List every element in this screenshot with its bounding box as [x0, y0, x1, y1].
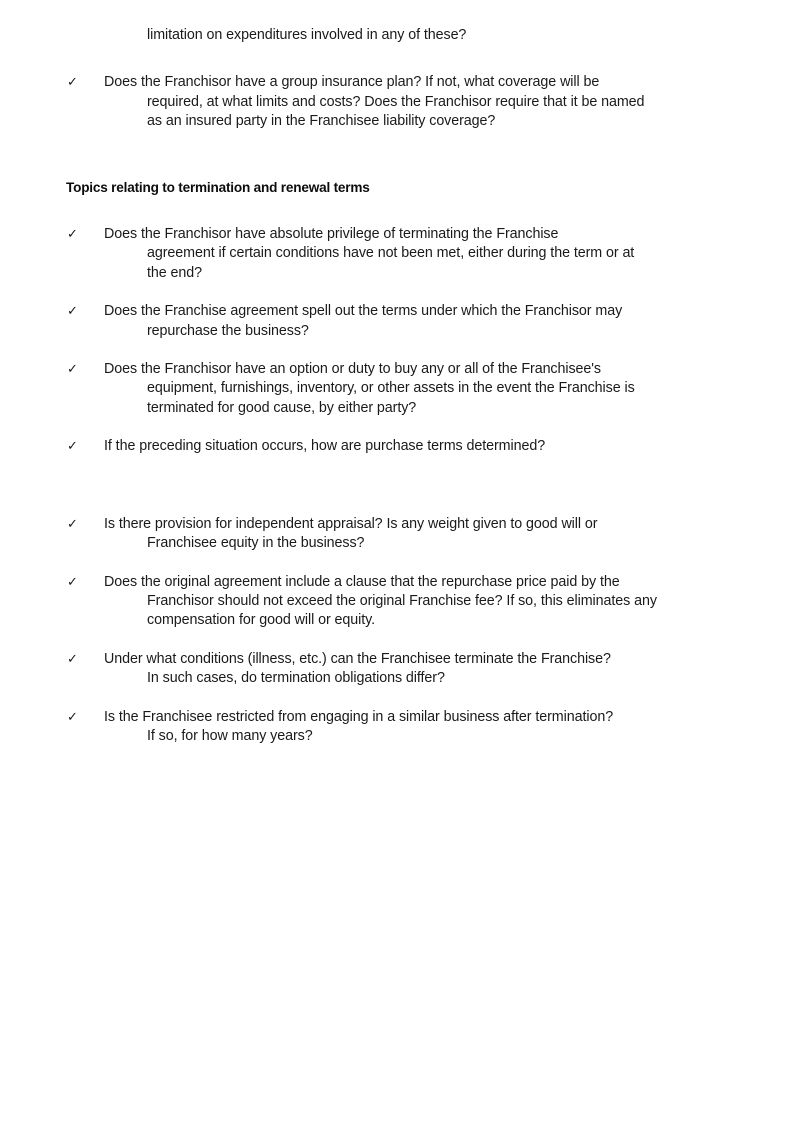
list-item	[66, 708, 678, 747]
intro-bullet-list	[66, 73, 678, 131]
list-item-text	[104, 515, 678, 554]
list-item-line: Franchisor should not exceed the original Franchise fee? If so, this eliminates any	[147, 592, 657, 609]
list-item	[66, 302, 678, 341]
list-item-line: If the preceding situation occurs, how are purchase terms determined?	[104, 438, 546, 455]
list-item-line: the end?	[147, 264, 203, 281]
list-item	[66, 437, 678, 456]
orphan-continuation-line: limitation on expenditures involved in any of these?	[147, 27, 467, 43]
list-item-line: Does the Franchisor have an option or duty to buy any or all of the Franchisee's	[104, 361, 602, 378]
list-item-text	[104, 225, 678, 283]
list-item-text	[104, 708, 678, 747]
list-item-text	[104, 302, 678, 341]
list-item-text	[104, 360, 678, 418]
checkmark-icon: ✓	[67, 75, 78, 91]
spacer	[66, 45, 678, 73]
document-body	[66, 26, 678, 746]
list-item-text	[104, 437, 678, 456]
list-item-line: compensation for good will or equity.	[147, 612, 376, 629]
list-item-line: If so, for how many years?	[147, 727, 313, 744]
list-item-line: as an insured party in the Franchisee liability coverage?	[147, 113, 496, 130]
checkmark-icon: ✓	[67, 709, 78, 725]
checkmark-icon: ✓	[67, 304, 78, 320]
spacer	[66, 132, 678, 178]
list-item	[66, 73, 678, 131]
checkmark-icon: ✓	[67, 574, 78, 590]
list-item-line: agreement if certain conditions have not been met, either during the term or at	[147, 245, 635, 262]
list-item-line: In such cases, do termination obligations differ?	[147, 670, 445, 687]
list-item-line: Does the original agreement include a clause that the repurchase price paid by the	[104, 573, 620, 590]
list-item-text	[104, 573, 678, 631]
list-item-line: Does the Franchise agreement spell out the terms under which the Franchisor may	[104, 303, 623, 320]
list-item	[66, 650, 678, 689]
list-item-text	[104, 73, 678, 131]
checkmark-icon: ✓	[67, 362, 78, 378]
list-item-text	[104, 650, 678, 689]
list-item	[66, 573, 678, 631]
checkmark-icon: ✓	[67, 227, 78, 243]
checkmark-icon: ✓	[67, 516, 78, 532]
list-item	[66, 225, 678, 283]
list-item	[66, 360, 678, 418]
list-item-line: Is the Franchisee restricted from engaging in a similar business after termination?	[104, 708, 614, 725]
termination-bullet-list	[66, 225, 678, 746]
list-item-line: terminated for good cause, by either party?	[147, 399, 417, 416]
list-item-line: Is there provision for independent appraisal? Is any weight given to good will or	[104, 515, 598, 532]
list-item-line: Franchisee equity in the business?	[147, 535, 365, 552]
checkmark-icon: ✓	[67, 439, 78, 455]
list-item-line: equipment, furnishings, inventory, or other assets in the event the Franchise is	[147, 380, 635, 397]
list-item-line: Under what conditions (illness, etc.) can the Franchisee terminate the Franchise?	[104, 650, 611, 667]
list-item-line: Does the Franchisor have absolute privilege of terminating the Franchise	[104, 226, 559, 243]
list-item-line: repurchase the business?	[147, 322, 309, 339]
checkmark-icon: ✓	[67, 651, 78, 667]
list-item-line: required, at what limits and costs? Does the Franchisor require that it be named	[147, 93, 645, 110]
list-item	[66, 515, 678, 554]
list-item-line: Does the Franchisor have a group insurance plan? If not, what coverage will be	[104, 74, 600, 91]
section-heading: Topics relating to termination and renewal terms	[66, 179, 370, 195]
spacer	[66, 197, 678, 225]
